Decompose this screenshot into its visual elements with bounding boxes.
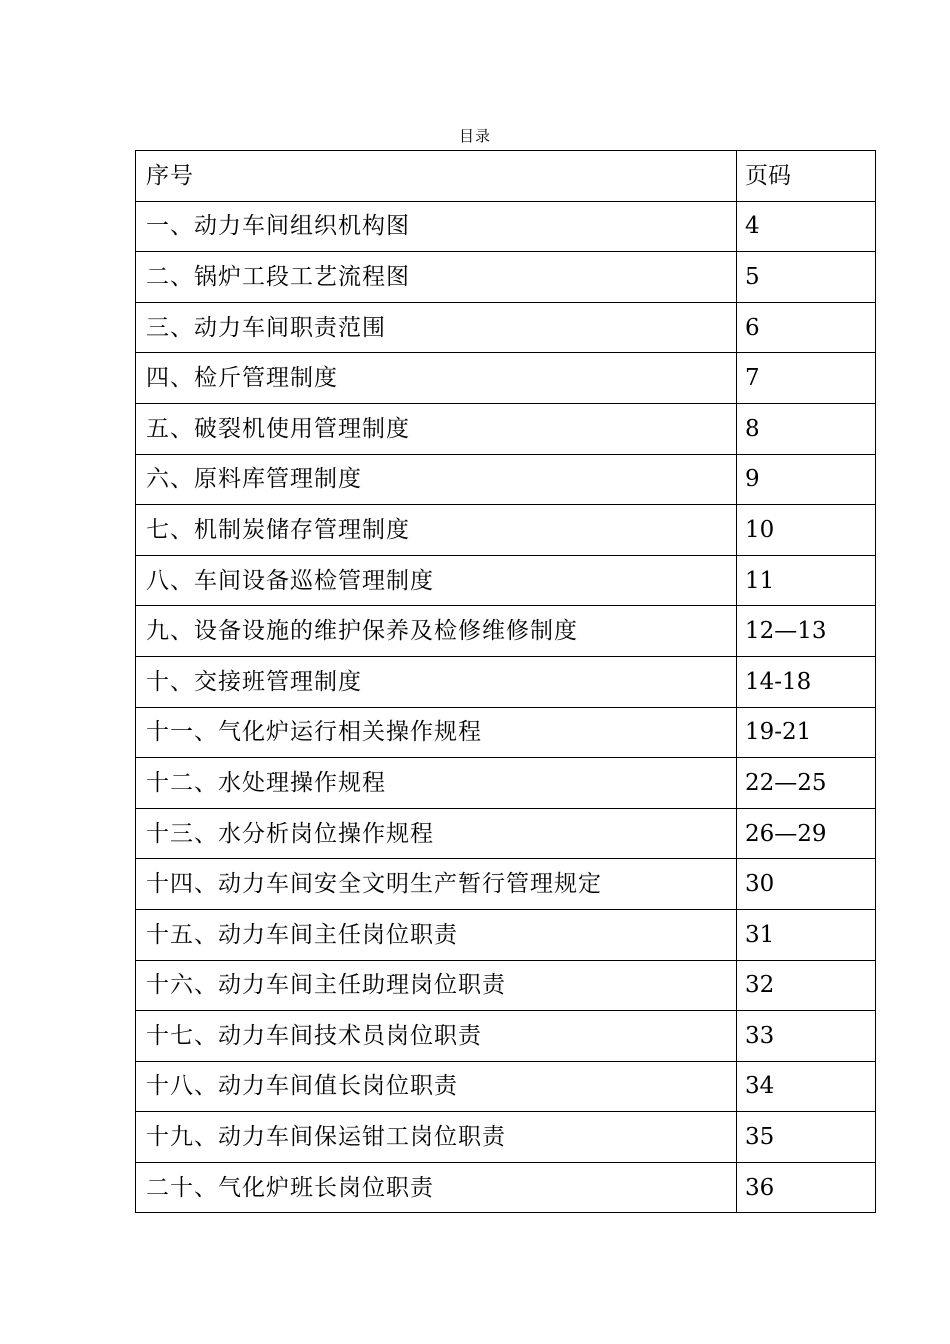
- entry-page-number: 10: [737, 505, 876, 556]
- table-row: [136, 656, 876, 707]
- entry-page-number: 19-21: [737, 707, 876, 758]
- entry-page-number: 6: [737, 302, 876, 353]
- entry-page-number: 22—25: [737, 758, 876, 809]
- entry-title: 七、机制炭储存管理制度: [136, 505, 737, 556]
- entry-page-number: 8: [737, 403, 876, 454]
- entry-title: 十五、动力车间主任岗位职责: [136, 909, 737, 960]
- table-row: [136, 1162, 876, 1213]
- header-page-number: 页码: [737, 151, 876, 202]
- entry-page-number: 11: [737, 555, 876, 606]
- entry-title: 十九、动力车间保运钳工岗位职责: [136, 1112, 737, 1163]
- table-row: [136, 353, 876, 404]
- entry-page-number: 35: [737, 1112, 876, 1163]
- entry-page-number: 30: [737, 859, 876, 910]
- table-row: [136, 606, 876, 657]
- table-header-row: [136, 151, 876, 202]
- entry-title: 五、破裂机使用管理制度: [136, 403, 737, 454]
- entry-page-number: 12—13: [737, 606, 876, 657]
- table-row: [136, 454, 876, 505]
- entry-title: 九、设备设施的维护保养及检修维修制度: [136, 606, 737, 657]
- entry-title: 十三、水分析岗位操作规程: [136, 808, 737, 859]
- entry-title: 十、交接班管理制度: [136, 656, 737, 707]
- table-row: [136, 960, 876, 1011]
- table-row: [136, 859, 876, 910]
- entry-title: 一、动力车间组织机构图: [136, 201, 737, 252]
- entry-title: 十四、动力车间安全文明生产暂行管理规定: [136, 859, 737, 910]
- entry-title: 二、锅炉工段工艺流程图: [136, 252, 737, 303]
- header-sequence: 序号: [136, 151, 737, 202]
- entry-page-number: 34: [737, 1061, 876, 1112]
- document-title: 目录: [458, 127, 491, 145]
- entry-title: 三、动力车间职责范围: [136, 302, 737, 353]
- table-row: [136, 403, 876, 454]
- table-row: [136, 707, 876, 758]
- entry-title: 二十、气化炉班长岗位职责: [136, 1162, 737, 1213]
- table-row: [136, 555, 876, 606]
- table-row: [136, 909, 876, 960]
- entry-title: 十二、水处理操作规程: [136, 758, 737, 809]
- entry-title: 十八、动力车间值长岗位职责: [136, 1061, 737, 1112]
- entry-page-number: 26—29: [737, 808, 876, 859]
- table-row: [136, 505, 876, 556]
- table-row: [136, 758, 876, 809]
- entry-title: 十一、气化炉运行相关操作规程: [136, 707, 737, 758]
- entry-title: 十七、动力车间技术员岗位职责: [136, 1011, 737, 1062]
- table-row: [136, 201, 876, 252]
- entry-page-number: 31: [737, 909, 876, 960]
- table-row: [136, 252, 876, 303]
- table-row: [136, 302, 876, 353]
- entry-page-number: 4: [737, 201, 876, 252]
- entry-page-number: 14-18: [737, 656, 876, 707]
- entry-page-number: 5: [737, 252, 876, 303]
- entry-page-number: 33: [737, 1011, 876, 1062]
- entry-page-number: 9: [737, 454, 876, 505]
- entry-title: 四、检斤管理制度: [136, 353, 737, 404]
- entry-page-number: 7: [737, 353, 876, 404]
- table-of-contents: [135, 150, 876, 1213]
- entry-title: 十六、动力车间主任助理岗位职责: [136, 960, 737, 1011]
- entry-page-number: 36: [737, 1162, 876, 1213]
- table-row: [136, 1011, 876, 1062]
- entry-title: 六、原料库管理制度: [136, 454, 737, 505]
- entry-title: 八、车间设备巡检管理制度: [136, 555, 737, 606]
- entry-page-number: 32: [737, 960, 876, 1011]
- table-row: [136, 1061, 876, 1112]
- table-row: [136, 808, 876, 859]
- table-row: [136, 1112, 876, 1163]
